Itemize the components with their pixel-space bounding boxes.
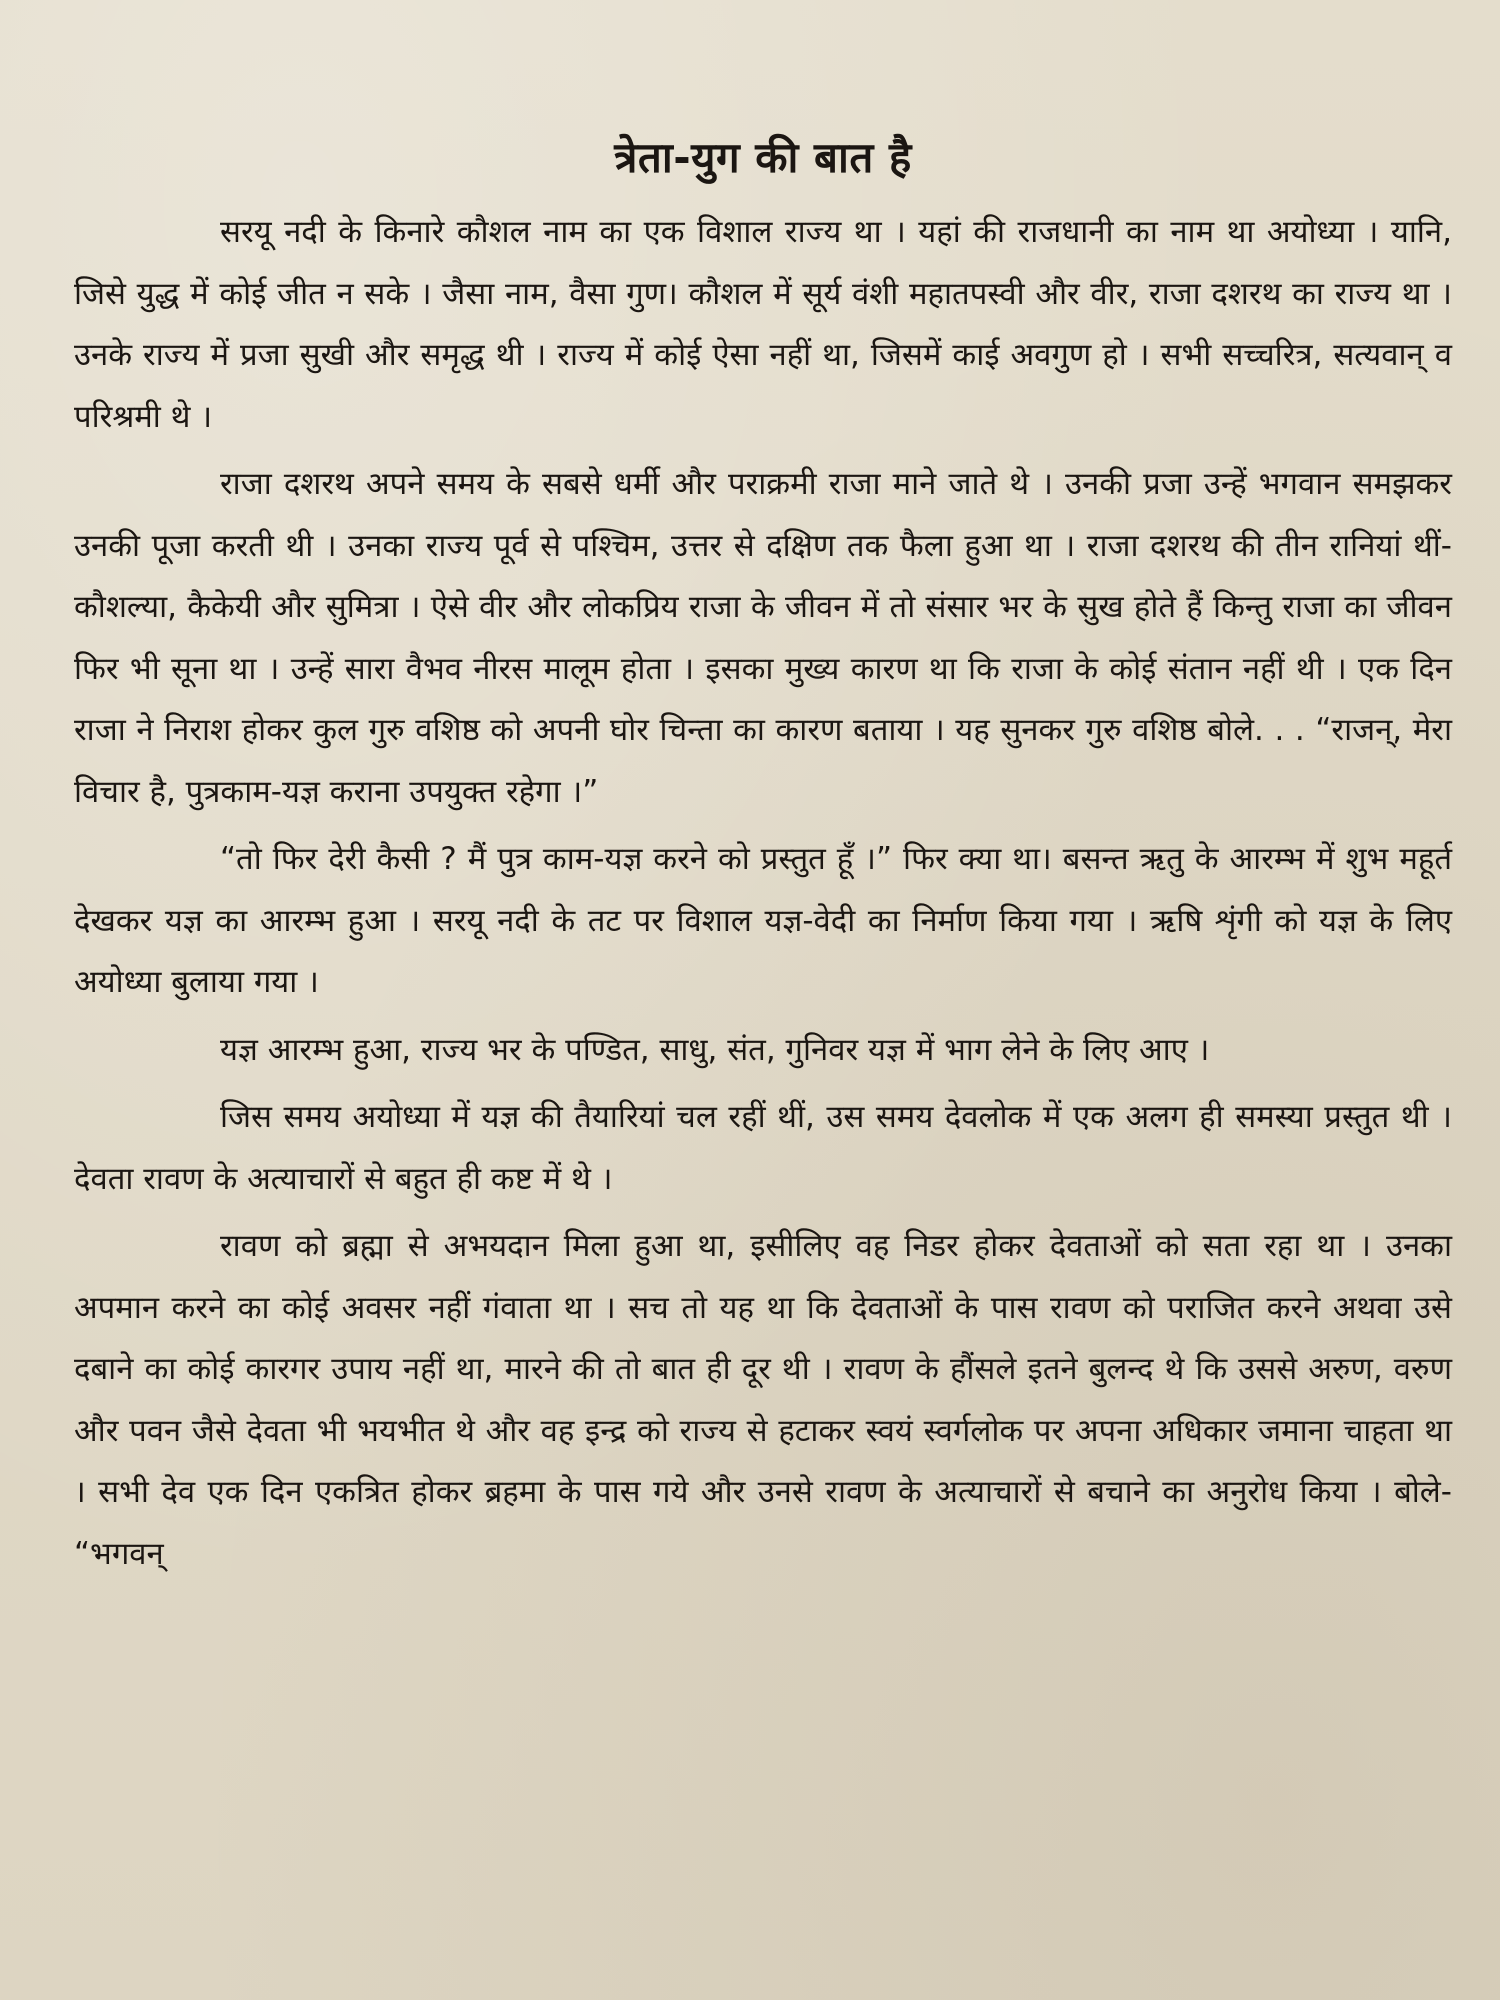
paragraph-6: रावण को ब्रह्मा से अभयदान मिला हुआ था, इसीलिए वह निडर होकर देवताओं को सता रहा था । उनका अपमान करने का कोई अवसर नहीं गंवाता था । सच तो यह था कि देवताओं के पास रावण को पराजित करने अथवा उसे दबाने का कोई कारगर उपाय नहीं था, मारने की तो बात ही दूर थी । रावण के हौंसले इतने बुलन्द थे कि उससे अरुण, वरुण और पवन जैसे देवता भी भयभीत थे और वह इन्द्र को राज्य से हटाकर स्वयं स्वर्गलोक पर अपना अधिकार जमाना चाहता था । सभी देव एक दिन एकत्रित होकर ब्रहमा के पास गये और उनसे रावण के अत्याचारों से बचाने का अनुरोध किया । बोले- “भगवन् — [74, 1228, 1452, 1572]
paragraph-3: “तो फिर देरी कैसी ? मैं पुत्र काम-यज्ञ करने को प्रस्तुत हूँ ।” फिर क्या था। बसन्त ऋतु के आरम्भ में शुभ महूर्त देखकर यज्ञ का आरम्भ हुआ । सरयू नदी के तट पर विशाल यज्ञ-वेदी का निर्माण किया गया । ऋषि शृंगी को यज्ञ के लिए अयोध्या बुलाया गया । — [74, 841, 1452, 1000]
paragraph-2: राजा दशरथ अपने समय के सबसे धर्मी और पराक्रमी राजा माने जाते थे । उनकी प्रजा उन्हें भगवान समझकर उनकी पूजा करती थी । उनका राज्य पूर्व से पश्चिम, उत्तर से दक्षिण तक फैला हुआ था । राजा दशरथ की तीन रानियां थीं- कौशल्या, कैकेयी और सुमित्रा । ऐसे वीर और लोकप्रिय राजा के जीवन में तो संसार भर के सुख होते हैं किन्तु राजा का जीवन फिर भी सूना था । उन्हें सारा वैभव नीरस मालूम होता । इसका मुख्य कारण था कि राजा के कोई संतान नहीं थी । एक दिन राजा ने निराश होकर कुल गुरु वशिष्ठ को अपनी घोर चिन्ता का कारण बताया । यह सुनकर गुरु वशिष्ठ बोले. . . “राजन्, मेरा विचार है, पुत्रकाम-यज्ञ कराना उपयुक्त रहेगा ।” — [74, 466, 1452, 810]
paragraph-4: यज्ञ आरम्भ हुआ, राज्य भर के पण्डित, साधु, संत, गुनिवर यज्ञ में भाग लेने के लिए आए । — [220, 1031, 1210, 1068]
paragraph-1: सरयू नदी के किनारे कौशल नाम का एक विशाल राज्य था । यहां की राजधानी का नाम था अयोध्या । यानि, जिसे युद्ध में कोई जीत न सके । जैसा नाम, वैसा गुण। कौशल में सूर्य वंशी महातपस्वी और वीर, राजा दशरथ का राज्य था । उनके राज्य में प्रजा सुखी और समृद्ध थी । राज्य में कोई ऐसा नहीं था, जिसमें काई अवगुण हो । सभी सच्चरित्र, सत्यवान् व परिश्रमी थे । — [74, 214, 1452, 435]
paragraph-5: जिस समय अयोध्या में यज्ञ की तैयारियां चल रहीं थीं, उस समय देवलोक में एक अलग ही समस्या प्रस्तुत थी । देवता रावण के अत्याचारों से बहुत ही कष्ट में थे । — [74, 1099, 1452, 1197]
chapter-title: त्रेता-युग की बात है — [614, 133, 912, 182]
